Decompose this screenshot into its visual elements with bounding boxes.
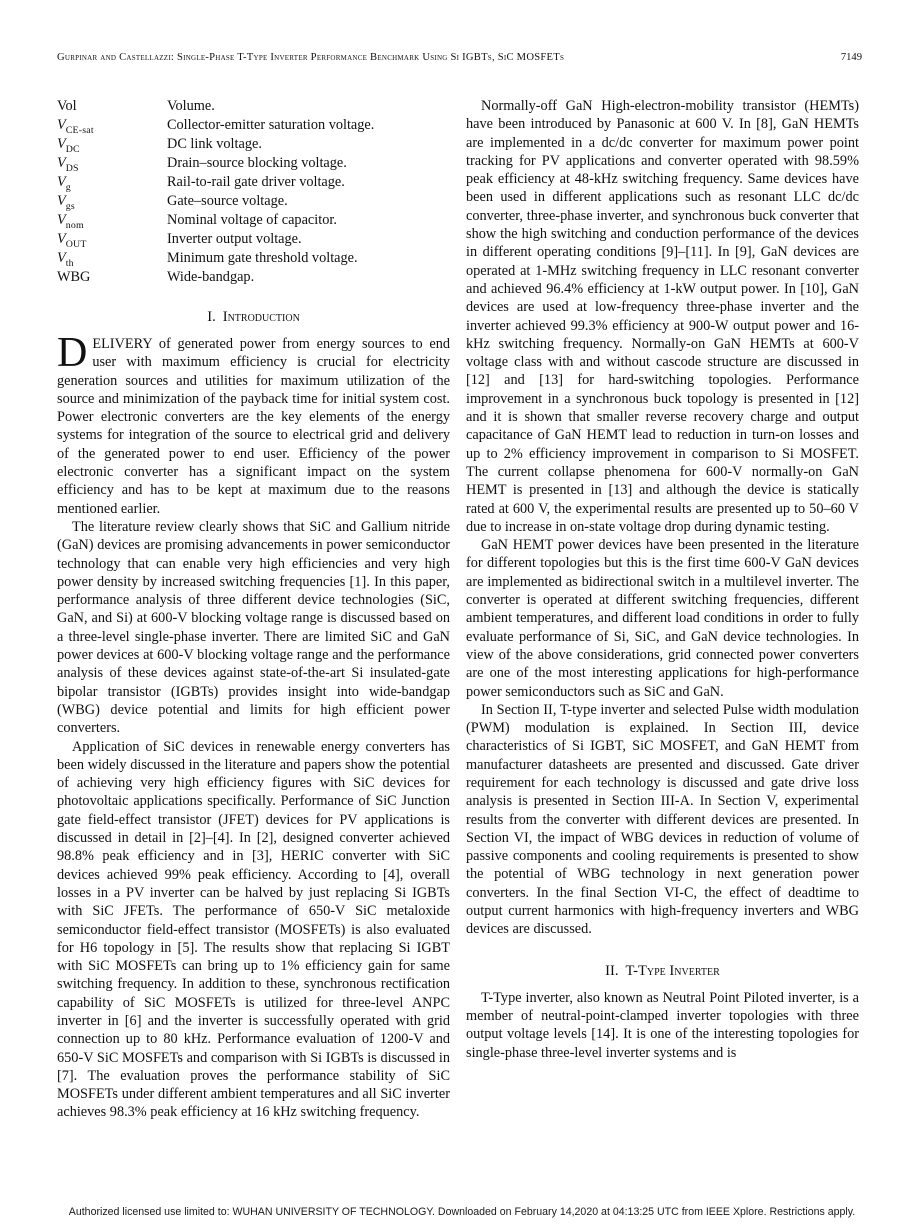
right-column [466,97,859,1062]
dropcap-letter: D [57,330,88,376]
nomenclature-row [57,268,450,287]
nomenclature-term-base: Vol [57,98,77,114]
section-heading-introduction [57,309,450,326]
nomenclature-row [57,192,450,211]
nomenclature-row [57,230,450,249]
nomenclature-term-base: V [57,155,66,171]
nomenclature-term-base: V [57,174,66,190]
nomenclature-definition: Wide-bandgap. [167,269,255,285]
intro-paragraph-2: The literature review clearly shows that SiC and Gallium nitride (GaN) devices are promising advancements in power semiconductor technology that can enable very high efficiencies and very high power density by increased switching frequencies [1]. In this paper, performance analysis of three different device technologies (SiC, GaN, and Si) at 600-V blocking voltage range is discussed based on a three-level single-phase inverter. There are limited SiC and GaN power devices at 600-V blocking voltage range and the performance analysis of these devices against state-of-the-art Si insulated-gate bipolar transistor (IGBTs) provides insight into wide-bandgap (WBG) device potential and limits for high efficient power converters. [57,518,450,737]
section-heading-t-type-inverter [466,963,859,980]
nomenclature-term-subscript: g [65,181,71,193]
nomenclature-row [57,211,450,230]
intro-paragraph-3: Application of SiC devices in renewable energy converters has been widely discussed in the literature and papers show the potential of achieving very high efficiency figures with SiC devices for photovoltaic applications specifically. Performance of SiC Junction gate field-effect transistor (JFET) devices for PV applications is discussed in detail in [2]–[4]. In [2], designed converter achieved 98.8% peak efficiency and in [3], HERIC converter with SiC devices achieved 99% peak efficiency. According to [4], overall losses in a PV inverter can be halved by just replacing Si IGBTs with SiC JFETs. The performance of 650-V SiC metaloxide semiconductor field-effect transistor (MOSFETs) is also evaluated for H6 topology in [5]. The results show that replacing Si IGBT with SiC MOSFETs can bring up to 1% efficiency gain for same switching frequency. In addition to these, synchronous rectification capability of SiC MOSFETs is utilized for three-level ANPC inverter in [6] and the inverter is successfully operated with grid connection up to 80 kHz. Performance evaluation of 1200-V and 650-V SiC MOSFETs and comparison with Si IGBTs is discussed in [7]. The evaluation proves the performance stability of SiC MOSFETs under different ambient temperatures and all SiC inverter achieves 98.3% peak efficiency at 16 kHz switching frequency. [57,738,450,1121]
nomenclature-definition: Inverter output voltage. [167,231,302,247]
nomenclature-term-base: WBG [57,269,91,285]
paragraph-text: ELIVERY of generated power from energy sources to end user with maximum efficiency is crucial for electricity generation sources and utilities for maximum utilization of the source and minimization of the payback time for initial system cost. Power electronic converters are the key elements of the energy systems for integration of the source to electrical grid and delivery of the generated power to end user. Efficiency of the power electronic converter has a significant impact on the system efficiency and has to be kept at maximum due to the reasons mentioned earlier. [57,336,450,517]
t-type-paragraph-1: T-Type inverter, also known as Neutral Point Piloted inverter, is a member of neutral-point-clamped inverter topologies with three output voltage levels [14]. It is one of the interesting topologies for single-phase three-level inverter systems and is [466,989,859,1061]
intro-paragraph-5: GaN HEMT power devices have been presented in the literature for different topologies but this is the first time 600-V GaN devices are implemented as bidirectional switch in a multilevel inverter. The converter is operated at different switching frequencies, different ambient temperatures, and different load conditions in order to fully evaluate performance of Si, SiC, and GaN device technologies. In view of the above considerations, grid connected power converters are one of the most interesting applications for high-performance power semiconductors such as SiC and GaN. [466,537,859,700]
license-text: Authorized licensed use limited to: WUHAN UNIVERSITY OF TECHNOLOGY. Downloaded on February 14,2020 at 04:13:25 UTC from IEEE Xplore. Restrictions apply. [68,1206,856,1218]
nomenclature-term-base: V [57,136,66,152]
nomenclature-list [57,97,450,287]
left-column [57,97,450,1122]
nomenclature-term-base: V [57,212,66,228]
nomenclature-definition: Rail-to-rail gate driver voltage. [167,174,345,190]
section-number: I. [207,309,216,325]
nomenclature-row [57,116,450,135]
nomenclature-term [57,268,167,292]
nomenclature-definition: Minimum gate threshold voltage. [167,250,358,266]
nomenclature-term-subscript: th [65,257,74,269]
nomenclature-term-subscript: CE-sat [65,124,94,136]
license-footer [0,1206,924,1218]
running-head [57,52,862,63]
nomenclature-term-subscript: nom [65,219,84,231]
nomenclature-term-base: V [57,193,66,209]
nomenclature-definition: Collector-emitter saturation voltage. [167,117,375,133]
nomenclature-term-base: V [57,231,66,247]
nomenclature-definition: DC link voltage. [167,136,262,152]
nomenclature-definition: Volume. [167,98,215,114]
nomenclature-definition: Gate–source voltage. [167,193,288,209]
running-title: Gurpinar and Castellazzi: Single-Phase T-Type Inverter Performance Benchmark Using Si IGBTs, SiC MOSFETs [57,52,565,63]
nomenclature-term-subscript: gs [65,200,75,212]
nomenclature-term-base: V [57,250,66,266]
nomenclature-definition: Drain–source blocking voltage. [167,155,347,171]
nomenclature-row [57,154,450,173]
nomenclature-term-subscript: OUT [65,238,87,250]
nomenclature-definition: Nominal voltage of capacitor. [167,212,337,228]
section-title: Introduction [222,309,300,325]
page-number: 7149 [840,52,862,63]
intro-paragraph-1 [57,330,450,518]
intro-paragraph-6: In Section II, T-type inverter and selected Pulse width modulation (PWM) modulation is explained. In Section III, device characteristics of Si IGBT, SiC MOSFET, and GaN HEMT from manufacturer datasheets are presented and discussed. Gate driver requirement for each technology is discussed and gate drive loss analysis is presented in Section III-A. In Section V, experimental results from the converter with different devices are presented. In Section VI, the impact of WBG devices in reduction of volume of passive components and cooling requirements is presented to show the potential of WBG technology in next generation power converters. In the final Section VI-C, the effect of deadtime to output current harmonics with high-frequency inverters and WBG devices are discussed. [466,701,859,938]
section-number: II. [605,962,619,979]
nomenclature-row [57,249,450,268]
nomenclature-term-subscript: DS [65,162,79,174]
nomenclature-row [57,173,450,192]
nomenclature-row [57,135,450,154]
nomenclature-term-base: V [57,117,66,133]
intro-paragraph-4: Normally-off GaN High-electron-mobility transistor (HEMTs) have been introduced by Panasonic at 600 V. In [8], GaN HEMTs are implemented in a dc/dc converter for maximum power point tracking for PV applications and converter operated with 98.59% peak efficiency at 48-kHz switching frequency. Same devices have been used in different applications such as resonant LLC dc/dc converter, three-phase inverter, and synchronous buck converter that show the high switching and conduction performance of the devices in different operating conditions [9]–[11]. In [9], GaN devices are operated at 1-MHz switching frequency in LLC resonant converter and achieved 96.4% efficiency at 1-kW output power. In [10], GaN devices are used at low-frequency three-phase inverter and the inverter achieved 99.3% efficiency at 900-W output power and 16-kHz switching frequency. Normally-on GaN HEMTs at 600-V voltage class with and without cascode structure are discussed in [12] and [13] for hard-switching topologies. Performance improvement in a synchronous buck topology is presented in [12] and it is shown that smaller reverse recovery charge and output capacitance of GaN HEMT lead to reduction in turn-on losses and up to 2% efficiency improvement in comparison to Si MOSFET. The current collapse phenomena for 600-V normally-on GaN HEMT is presented in [13] and although the device is statically rated at 600 V, the experimental results are presented up to 50–60 V due to increase in on-state voltage drop during dynamic testing. [466,98,859,535]
nomenclature-term-subscript: DC [65,143,80,155]
nomenclature-row [57,97,450,116]
section-title: T-Type Inverter [625,962,720,979]
